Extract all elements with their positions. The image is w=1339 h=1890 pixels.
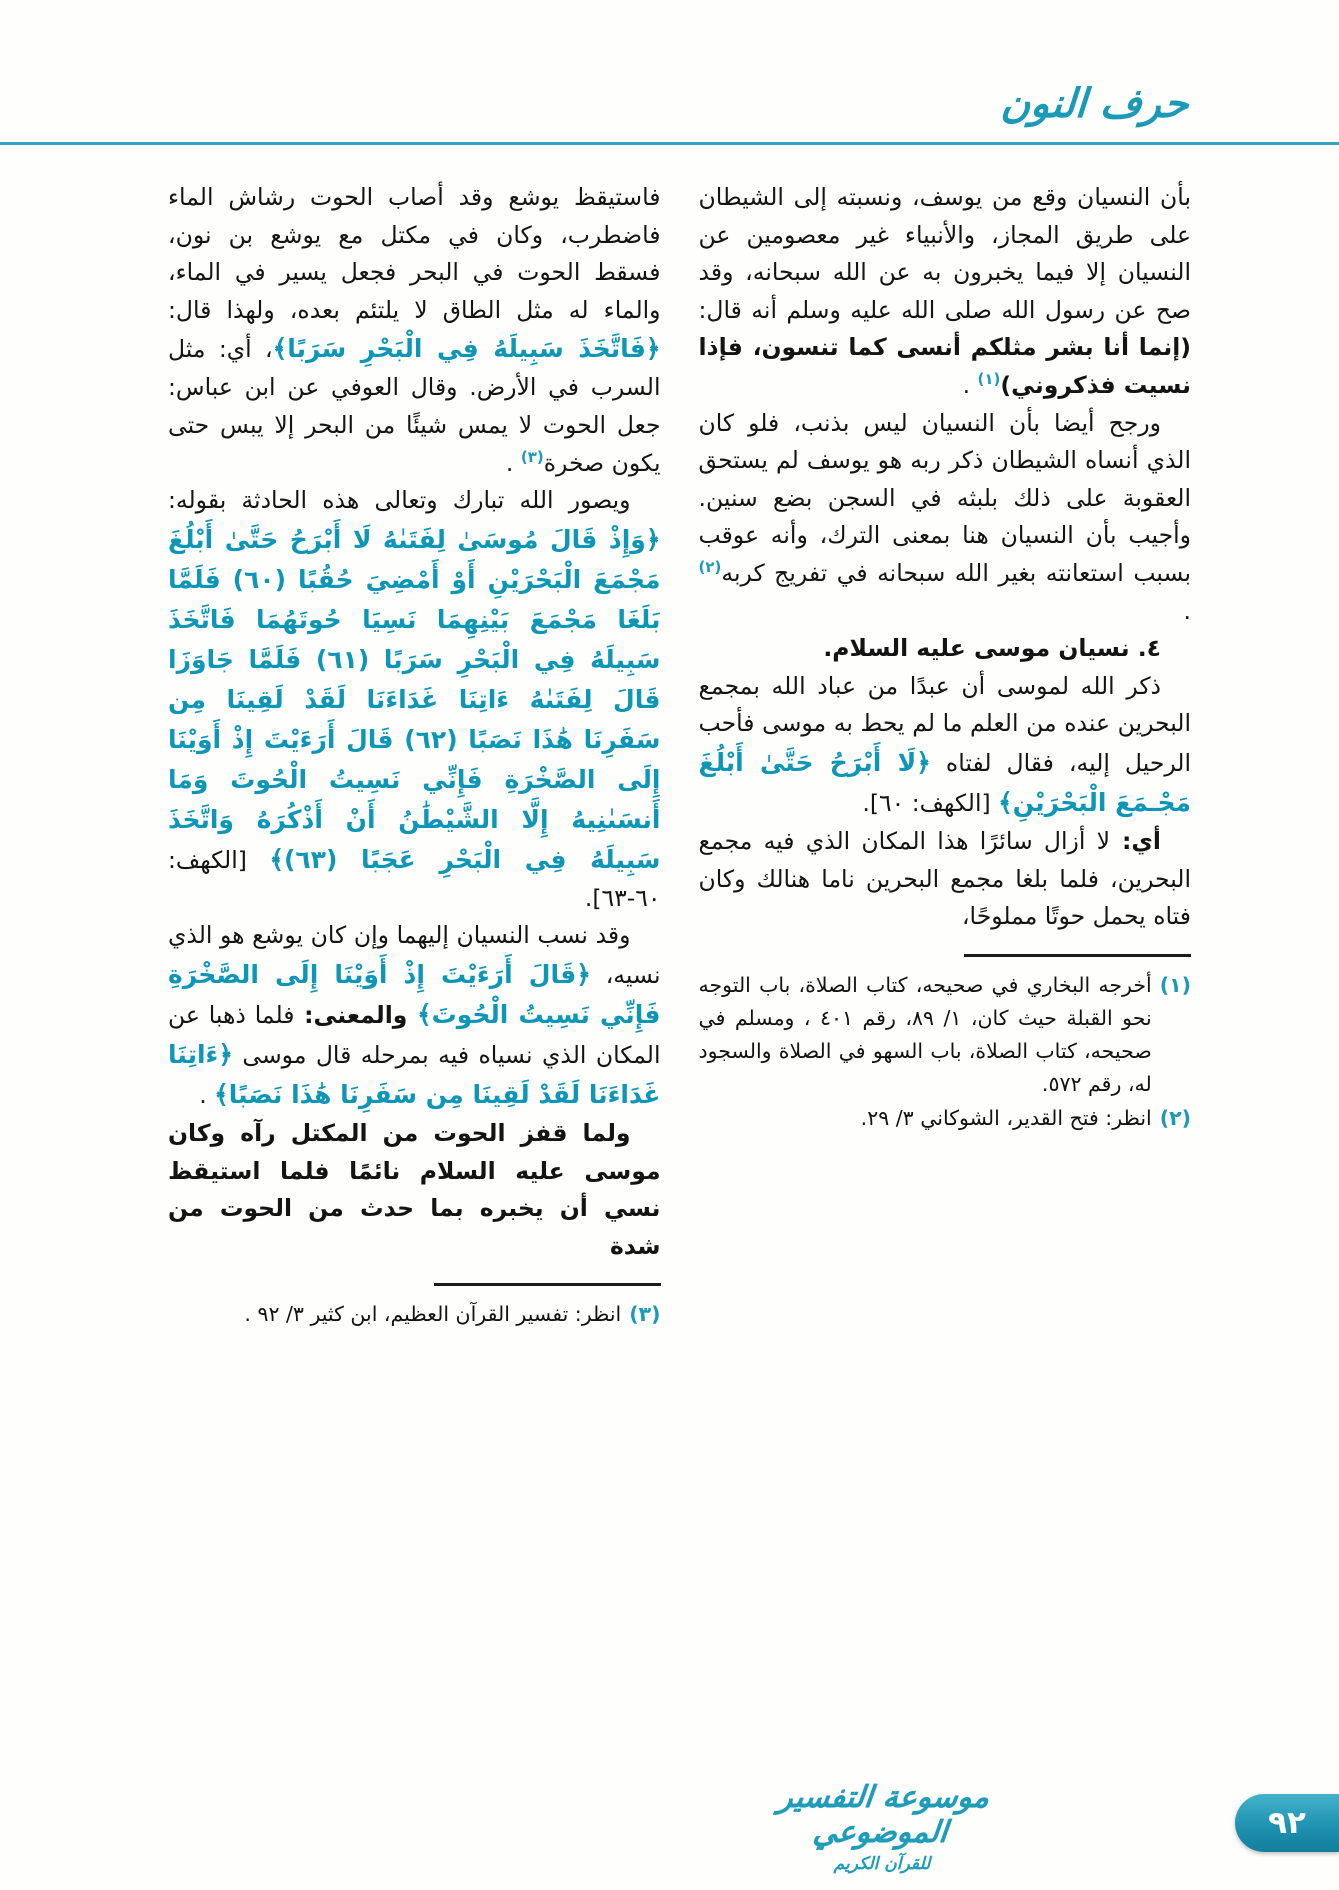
quran-verse: ﴿قَالَ أَرَءَيْتَ إِذْ أَوَيْنَا إِلَى الصَّخْرَةِ فَإِنِّي نَسِيتُ الْحُوتَ﴾: [168, 959, 661, 1029]
paragraph: [699, 179, 1192, 405]
footnote-ref: (١): [977, 370, 1001, 389]
paragraph: [168, 1115, 661, 1265]
text-run: ٤. نسيان موسى عليه السلام.: [823, 634, 1161, 663]
left-column-body: [168, 179, 661, 1265]
text-run: (إنما أنا بشر مثلكم أنسى كما تنسون، فإذا نسيت فذكروني): [698, 333, 1191, 399]
page-number-badge: ٩٢: [1235, 1794, 1339, 1852]
footnote: [168, 1298, 661, 1331]
paragraph: [168, 917, 661, 1115]
text-run: أي:: [1110, 826, 1161, 855]
text-run: فاستيقظ يوشع وقد أصاب الحوت رشاش الماء فاضطرب، وكان في مكتل مع يوشع بن نون، فسقط الحوت في البحر فجعل يسير في الماء، والماء له مثل الطاق لا يلتئم بعده، ولهذا قال:: [168, 183, 661, 324]
text-run: ورجح أيضا بأن النسيان ليس بذنب، فلو كان الذي أنساه الشيطان ذكر ربه هو يوسف لم يستحق العقوبة على ذلك بلبثه في السجن بضع سنين. وأجيب بأن النسيان هنا بمعنى الترك، وأنه عوقب بسبب استعانته بغير الله سبحانه في تفريج كربه: [698, 408, 1191, 587]
page-header: [0, 0, 1339, 126]
paragraph: [699, 823, 1192, 936]
text-run: ويصور الله تبارك وتعالى هذه الحادثة بقوله:: [168, 486, 631, 515]
publisher-logo: [747, 1781, 1017, 1874]
footnote: [699, 969, 1192, 1102]
footnote-separator: [964, 954, 1191, 957]
publisher-logo-subtitle: للقرآن الكريم: [833, 1854, 931, 1874]
text-run: بأن النسيان وقع من يوسف، ونسبته إلى الشيطان على طريق المجاز، والأنبياء غير معصومين عن النسيان إلا فيما يخبرون به عن الله سبحانه، وقد صح عن رسول الله صلى الله عليه وسلم أنه قال:: [698, 183, 1191, 324]
paragraph: [168, 482, 661, 917]
footnote: [699, 1102, 1192, 1135]
right-footnotes: [699, 969, 1192, 1135]
footnote-text: أخرجه البخاري في صحيحه، كتاب الصلاة، باب التوجه نحو القبلة حيث كان، ١/ ٨٩، رقم ٤٠١ ، ومسلم في صحيحه، كتاب الصلاة، باب السهو في الصلاة والسجود له، رقم ٥٧٢.: [698, 972, 1152, 1097]
text-run: لا أزال سائرًا هذا المكان الذي فيه مجمع البحرين، فلما بلغا مجمع البحرين ناما هنالك وكان فتاه يحمل حوتًا مملوحًا،: [698, 826, 1191, 931]
text-run: .: [505, 448, 521, 477]
text-run: .: [962, 370, 978, 399]
quran-verse: ﴿لَا أَبْرَحُ حَتَّىٰ أَبْلُغَ مَجْـمَعَ الْبَحْرَيْنِ﴾: [698, 747, 1191, 817]
right-column: [699, 179, 1192, 1135]
text-columns: [0, 145, 1339, 1332]
paragraph: [699, 405, 1192, 631]
text-run: ذكر الله لموسى أن عبدًا من عباد الله بمجمع البحرين عنده من العلم ما لم يحط به موسى فأحب الرحيل إليه، فقال لفتاه: [698, 671, 1192, 777]
quran-verse: ﴿وَإِذْ قَالَ مُوسَىٰ لِفَتَىٰهُ لَا أَبْرَحُ حَتَّىٰ أَبْلُغَ مَجْمَعَ الْبَحْرَيْنِ أَوْ أَمْضِيَ حُقُبًا (٦٠) فَلَمَّا بَلَغَا مَجْمَعَ بَيْنِهِمَا نَسِيَا حُوتَهُمَا فَاتَّخَذَ سَبِيلَهُ فِي الْبَحْرِ سَرَبًا (٦١) فَلَمَّا جَاوَزَا قَالَ لِفَتَىٰهُ ءَاتِنَا غَدَاءَنَا لَقَدْ لَقِينَا مِن سَفَرِنَا هَٰذَا نَصَبًا (٦٢) قَالَ أَرَءَيْتَ إِذْ أَوَيْنَا إِلَى الصَّخْرَةِ فَإِنِّي نَسِيتُ الْحُوتَ وَمَا أَنسَىٰنِيهُ إِلَّا الشَّيْطَٰنُ أَنْ أَذْكُرَهُ وَاتَّخَذَ سَبِيلَهُ فِي الْبَحْرِ عَجَبًا (٦٣)﴾: [168, 524, 661, 874]
text-run: .: [1183, 596, 1191, 625]
left-column: [168, 179, 661, 1332]
right-footnote-block: [699, 954, 1192, 1135]
footnote-text: انظر: تفسير القرآن العظيم، ابن كثير ٣/ ٩٢ .: [244, 1302, 622, 1327]
paragraph: [168, 179, 661, 482]
text-run: [الكهف: ٦٠].: [862, 788, 999, 817]
quran-verse: ﴿ءَاتِنَا غَدَاءَنَا لَقَدْ لَقِينَا مِن سَفَرِنَا هَٰذَا نَصَبًا﴾: [168, 1039, 661, 1109]
publisher-logo-title: موسوعة التفسير الموضوعي: [776, 1780, 992, 1850]
right-column-body: [699, 179, 1192, 936]
footnote-number: (٣): [629, 1302, 661, 1327]
text-run: ولما قفز الحوت من المكتل رآه وكان موسى عليه السلام نائمًا فلما استيقظ نسي أن يخبره بما حدث من الحوت من شدة: [168, 1118, 661, 1260]
footnote-number: (٢): [1159, 1105, 1191, 1130]
footnote-ref: (٣): [520, 447, 544, 466]
quran-verse: ﴿فَاتَّخَذَ سَبِيلَهُ فِي الْبَحْرِ سَرَبًا﴾: [272, 334, 661, 364]
text-run: .: [199, 1080, 215, 1109]
text-run: فلما ذهبا عن المكان الذي نسياه فيه بمرحله قال موسى: [168, 1000, 661, 1069]
paragraph: [699, 668, 1192, 823]
footnote-ref: (٢): [698, 558, 722, 577]
left-footnote-block: [168, 1283, 661, 1331]
text-run: والمعنى:: [294, 1000, 417, 1029]
footnote-text: انظر: فتح القدير، الشوكاني ٣/ ٢٩.: [860, 1105, 1152, 1130]
text-run: وقد نسب النسيان إليهما وإن كان يوشع هو الذي نسيه،: [168, 921, 661, 989]
text-run: ، أي: مثل السرب في الأرض. وقال العوفي عن ابن عباس: جعل الحوت لا يمس شيئًا من البحر إلا يبس حتى يكون صخرة: [168, 335, 661, 477]
section-heading: [699, 630, 1192, 668]
footnote-separator: [434, 1283, 661, 1286]
left-footnotes: [168, 1298, 661, 1331]
footnote-number: (١): [1159, 972, 1191, 997]
chapter-title: حرف النون: [999, 81, 1191, 127]
text-run: [الكهف: ٦٠-٦٣].: [168, 845, 661, 912]
